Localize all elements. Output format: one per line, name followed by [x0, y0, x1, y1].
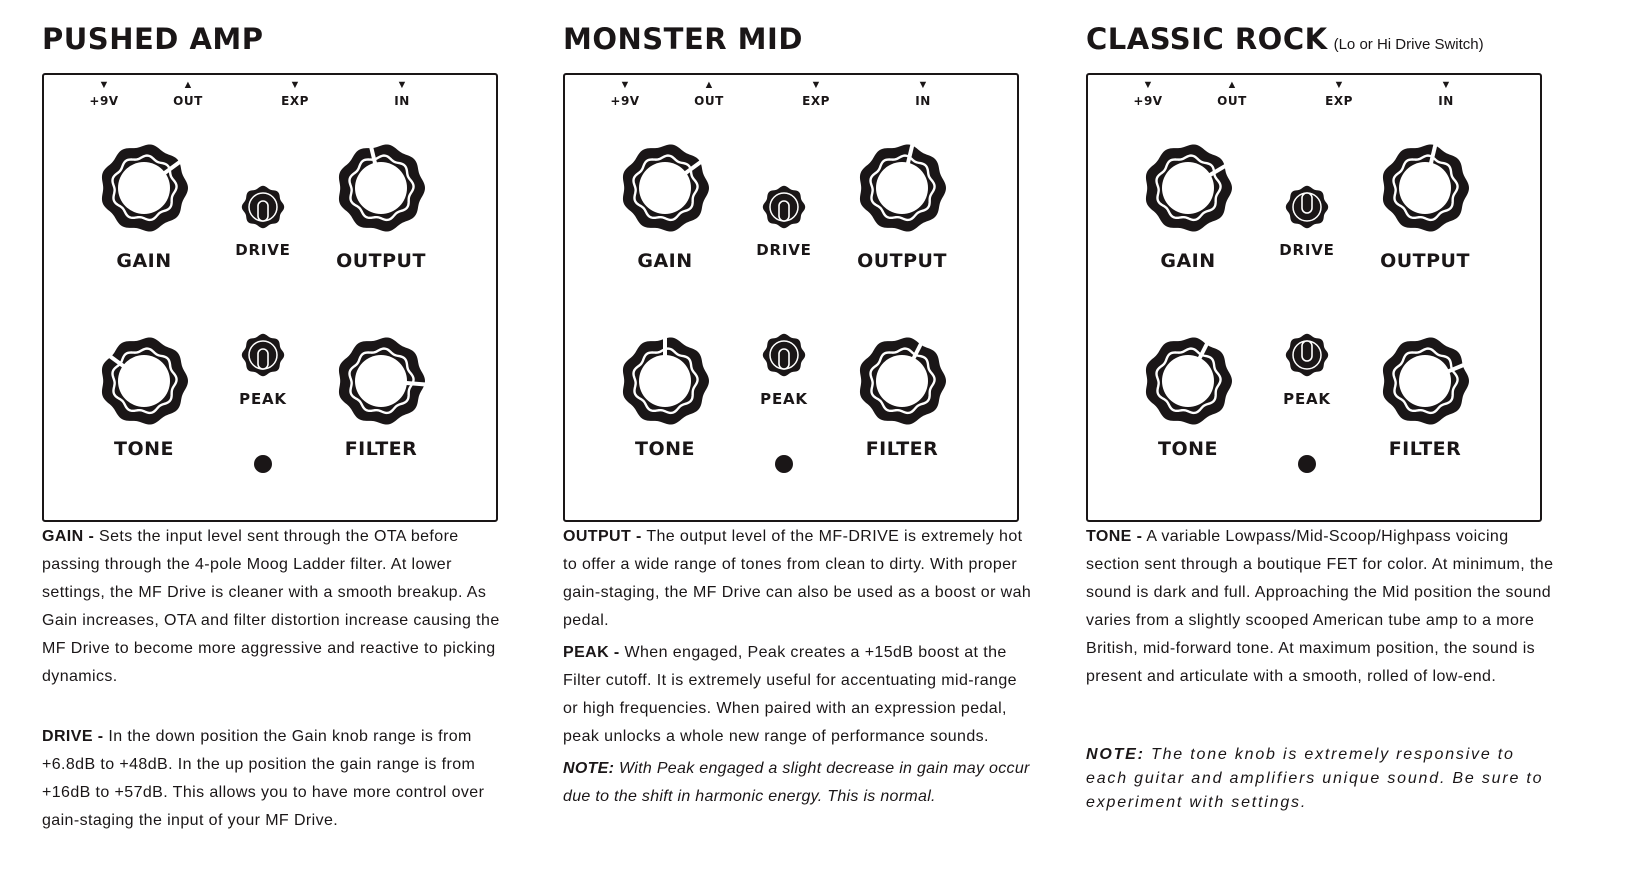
gain-knob[interactable]: [619, 142, 711, 234]
led-indicator: [775, 455, 793, 473]
jack-9v: ▼ +9V: [595, 79, 655, 108]
arrow-up-icon: ▲: [703, 79, 715, 91]
led-indicator: [1298, 455, 1316, 473]
preset-title: CLASSIC ROCK (Lo or Hi Drive Switch): [1086, 22, 1484, 56]
peak-toggle[interactable]: [762, 333, 806, 377]
output-description: OUTPUT - The output level of the MF-DRIVE is extremely hot to offer a wide range of tones from clean to dirty. With proper gain-staging, the MF Drive can also be used as a boost or wah pedal.: [563, 528, 1032, 629]
arrow-down-icon: ▼: [98, 79, 110, 91]
filter-knob[interactable]: [856, 335, 948, 427]
gain-knob[interactable]: [98, 142, 190, 234]
tone-description: TONE - A variable Lowpass/Mid-Scoop/Highpass voicing section sent through a boutique FET for color. At minimum, the sound is dark and full. Approaching the Mid position the sound varies from a slightly scooped American tube amp to a more British, mid-forward tone. At maximum position, the sound is present and articulate with a smooth, rolled of low-end.: [1086, 528, 1554, 685]
led-indicator: [254, 455, 272, 473]
output-label: OUTPUT: [336, 250, 426, 272]
jack-exp: ▼ EXP: [1309, 79, 1369, 108]
peak-description: PEAK - When engaged, Peak creates a +15dB boost at the Filter cutoff. It is extremely useful for accentuating mid-range or high frequencies. When paired with an expression pedal, peak unlocks a whole new range of performance sounds.: [563, 644, 1017, 745]
drive-toggle[interactable]: [1285, 185, 1329, 229]
arrow-down-icon: ▼: [289, 79, 301, 91]
jack-out: ▲ OUT: [679, 79, 739, 108]
peak-label: PEAK: [760, 390, 808, 408]
pedal-panel: [563, 73, 1019, 522]
tone-knob[interactable]: [619, 335, 711, 427]
jack-in: ▼ IN: [893, 79, 953, 108]
drive-toggle[interactable]: [241, 185, 285, 229]
jack-in: ▼ IN: [1416, 79, 1476, 108]
jack-out: ▲ OUT: [1202, 79, 1262, 108]
filter-label: FILTER: [1388, 438, 1462, 460]
note: NOTE: With Peak engaged a slight decrease in gain may occur due to the shift in harmonic energy. This is normal.: [563, 760, 1030, 805]
arrow-down-icon: ▼: [1142, 79, 1154, 91]
output-knob[interactable]: [1379, 142, 1471, 234]
filter-knob[interactable]: [1379, 335, 1471, 427]
pedal-panel: [1086, 73, 1542, 522]
pedal-panel: [42, 73, 498, 522]
drive-toggle[interactable]: [762, 185, 806, 229]
peak-toggle[interactable]: [241, 333, 285, 377]
output-knob[interactable]: [856, 142, 948, 234]
arrow-down-icon: ▼: [619, 79, 631, 91]
output-label: OUTPUT: [857, 250, 947, 272]
tone-label: TONE: [635, 438, 695, 460]
output-knob[interactable]: [335, 142, 427, 234]
tone-label: TONE: [1158, 438, 1218, 460]
peak-toggle[interactable]: [1285, 333, 1329, 377]
description: [1086, 523, 1556, 815]
jack-exp: ▼ EXP: [265, 79, 325, 108]
drive-description: DRIVE - In the down position the Gain knob range is from +6.8dB to +48dB. In the up position the gain range is from +16dB to +57dB. This allows you to have more control over gain-staging the input of your MF Drive.: [42, 728, 485, 829]
peak-label: PEAK: [239, 390, 287, 408]
arrow-down-icon: ▼: [1440, 79, 1452, 91]
preset-subtitle: (Lo or Hi Drive Switch): [1333, 36, 1484, 53]
filter-knob[interactable]: [335, 335, 427, 427]
drive-label: DRIVE: [756, 241, 812, 259]
preset-title: PUSHED AMP: [42, 22, 264, 56]
note: NOTE: The tone knob is extremely responsive to each guitar and amplifiers unique sound. Be sure to experiment with settings.: [1086, 746, 1544, 811]
arrow-down-icon: ▼: [810, 79, 822, 91]
arrow-down-icon: ▼: [917, 79, 929, 91]
tone-knob[interactable]: [98, 335, 190, 427]
filter-label: FILTER: [865, 438, 939, 460]
jack-in: ▼ IN: [372, 79, 432, 108]
gain-label: GAIN: [1160, 250, 1216, 272]
gain-label: GAIN: [637, 250, 693, 272]
description: [42, 523, 512, 835]
tone-label: TONE: [114, 438, 174, 460]
arrow-down-icon: ▼: [1333, 79, 1345, 91]
gain-knob[interactable]: [1142, 142, 1234, 234]
jack-out: ▲ OUT: [158, 79, 218, 108]
jack-9v: ▼ +9V: [74, 79, 134, 108]
filter-label: FILTER: [344, 438, 418, 460]
arrow-up-icon: ▲: [182, 79, 194, 91]
drive-label: DRIVE: [1279, 241, 1335, 259]
tone-knob[interactable]: [1142, 335, 1234, 427]
arrow-up-icon: ▲: [1226, 79, 1238, 91]
jack-exp: ▼ EXP: [786, 79, 846, 108]
gain-label: GAIN: [116, 250, 172, 272]
peak-label: PEAK: [1283, 390, 1331, 408]
jack-9v: ▼ +9V: [1118, 79, 1178, 108]
output-label: OUTPUT: [1380, 250, 1470, 272]
drive-label: DRIVE: [235, 241, 291, 259]
description: [563, 523, 1033, 811]
preset-title: MONSTER MID: [563, 22, 803, 56]
arrow-down-icon: ▼: [396, 79, 408, 91]
gain-description: GAIN - Sets the input level sent through the OTA before passing through the 4-pole Moog Ladder filter. At lower settings, the MF Drive is cleaner with a smooth breakup. As Gain increases, OTA and filter distortion increase causing the MF Drive to become more aggressive and reactive to picking dynamics.: [42, 528, 500, 685]
